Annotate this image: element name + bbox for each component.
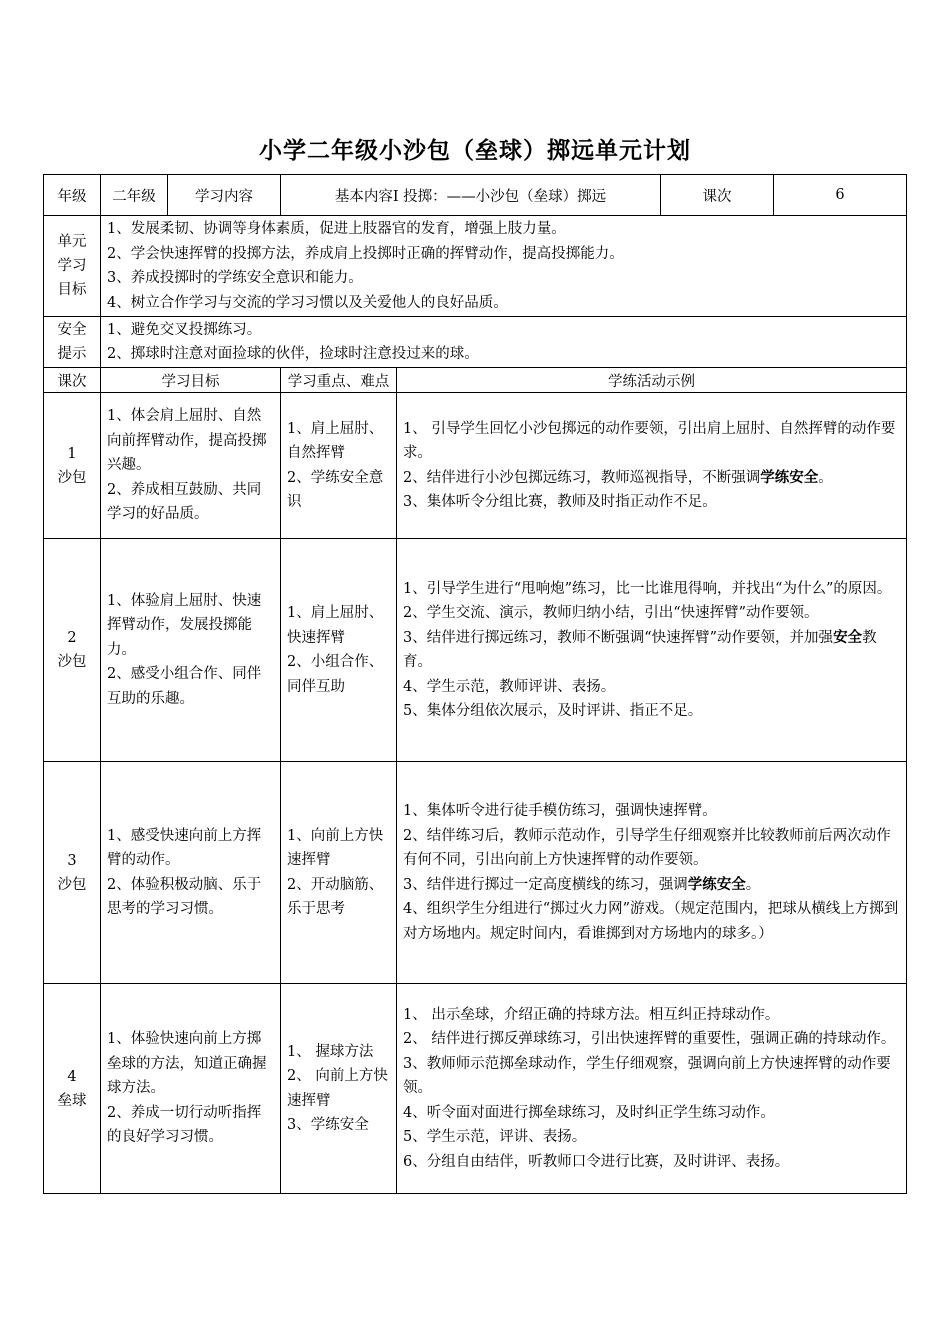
lessons-value: 6 <box>774 175 907 216</box>
column-header-row <box>44 368 907 393</box>
lesson-focus: 1、向前上方快速挥臂 2、开动脑筋、乐于思考 <box>281 762 397 984</box>
lesson-number: 3 沙包 <box>44 762 101 984</box>
safety-label: 安全 提示 <box>44 317 101 368</box>
lesson-focus: 1、肩上屈肘、自然挥臂 2、学练安全意识 <box>281 393 397 539</box>
emphasis-text: 学练安全 <box>760 469 819 486</box>
lesson-focus: 1、 握球方法 2、 向前上方快速挥臂 3、学练安全 <box>281 984 397 1194</box>
emphasis-text: 学练安全 <box>687 876 746 893</box>
lesson-goals: 1、感受快速向前上方挥臂的动作。 2、体验积极动脑、乐于思考的学习习惯。 <box>101 762 281 984</box>
lesson-row <box>44 539 907 762</box>
page-title: 小学二年级小沙包（垒球）掷远单元计划 <box>259 138 691 164</box>
col-activities: 学练活动示例 <box>397 368 907 393</box>
lesson-focus: 1、肩上屈肘、快速挥臂 2、小组合作、同伴互助 <box>281 539 397 762</box>
lesson-activities: 1、 出示垒球，介绍正确的持球方法。相互纠正持球动作。 2、 结伴进行掷反弹球练习，引出快速挥臂的重要性，强调正确的持球动作。 3、教师师示范掷垒球动作，学生仔细观察，强调向前上方快速挥臂的动作要领。 4、听令面对面进行掷垒球练习，及时纠正学生练习动作。 5、学生示范，评讲、表扬。 6、分组自由结伴，听教师口令进行比赛，及时讲评、表扬。 <box>397 984 907 1194</box>
lesson-row <box>44 393 907 539</box>
unit-goals-label: 单元 学习 目标 <box>44 216 101 317</box>
col-lesson: 课次 <box>44 368 101 393</box>
content-value: 基本内容Ⅰ 投掷：——小沙包（垒球）掷远 <box>281 175 661 216</box>
lesson-row <box>44 984 907 1194</box>
unit-plan-table <box>43 174 907 1194</box>
col-focus: 学习重点、难点 <box>281 368 397 393</box>
unit-goals-text: 1、发展柔韧、协调等身体素质，促进上肢器官的发育，增强上肢力量。 2、学会快速挥臂的投掷方法，养成肩上投掷时正确的挥臂动作，提高投掷能力。 3、养成投掷时的学练安全意识和能力。 4、树立合作学习与交流的学习习惯以及关爱他人的良好品质。 <box>101 216 907 317</box>
lesson-goals: 1、体验快速向前上方掷垒球的方法，知道正确握球方法。 2、养成一切行动听指挥的良好学习习惯。 <box>101 984 281 1194</box>
lesson-number: 4 垒球 <box>44 984 101 1194</box>
lesson-activities: 1、 引导学生回忆小沙包掷远的动作要领，引出肩上屈肘、自然挥臂的动作要求。 2、结伴进行小沙包掷远练习，教师巡视指导，不断强调学练安全。 3、集体听令分组比赛，教师及时指正动作不足。 <box>397 393 907 539</box>
lesson-goals: 1、体验肩上屈肘、快速挥臂动作，发展投掷能力。 2、感受小组合作、同伴互助的乐趣。 <box>101 539 281 762</box>
lesson-goals: 1、体会肩上屈肘、自然向前挥臂动作，提高投掷兴趣。 2、养成相互鼓励、共同学习的好品质。 <box>101 393 281 539</box>
unit-goals-row <box>44 216 907 317</box>
grade-label: 年级 <box>44 175 101 216</box>
lesson-number: 2 沙包 <box>44 539 101 762</box>
safety-text: 1、避免交叉投掷练习。 2、掷球时注意对面捡球的伙伴，捡球时注意投过来的球。 <box>101 317 907 368</box>
lesson-activities: 1、集体听令进行徒手模仿练习，强调快速挥臂。 2、结伴练习后，教师示范动作，引导学生仔细观察并比较教师前后两次动作有何不同，引出向前上方快速挥臂的动作要领。 3、结伴进行掷过一定高度横线的练习，强调学练安全。 4、组织学生分组进行“掷过火力网”游戏。（规定范围内，把球从横线上方掷到对方场地内。规定时间内，看谁掷到对方场地内的球多。） <box>397 762 907 984</box>
safety-row <box>44 317 907 368</box>
col-goals: 学习目标 <box>101 368 281 393</box>
lesson-row <box>44 762 907 984</box>
content-label: 学习内容 <box>168 175 281 216</box>
header-row <box>44 175 907 216</box>
grade-value: 二年级 <box>101 175 168 216</box>
lesson-activities: 1、引导学生进行“甩响炮”练习，比一比谁甩得响，并找出“为什么”的原因。 2、学生交流、演示，教师归纳小结，引出“快速挥臂”动作要领。 3、结伴进行掷远练习，教师不断强调“快速挥臂”动作要领，并加强安全教育。 4、学生示范，教师评讲、表扬。 5、集体分组依次展示，及时评讲、指正不足。 <box>397 539 907 762</box>
lesson-number: 1 沙包 <box>44 393 101 539</box>
emphasis-text: 安全 <box>833 629 863 646</box>
lessons-label: 课次 <box>661 175 774 216</box>
